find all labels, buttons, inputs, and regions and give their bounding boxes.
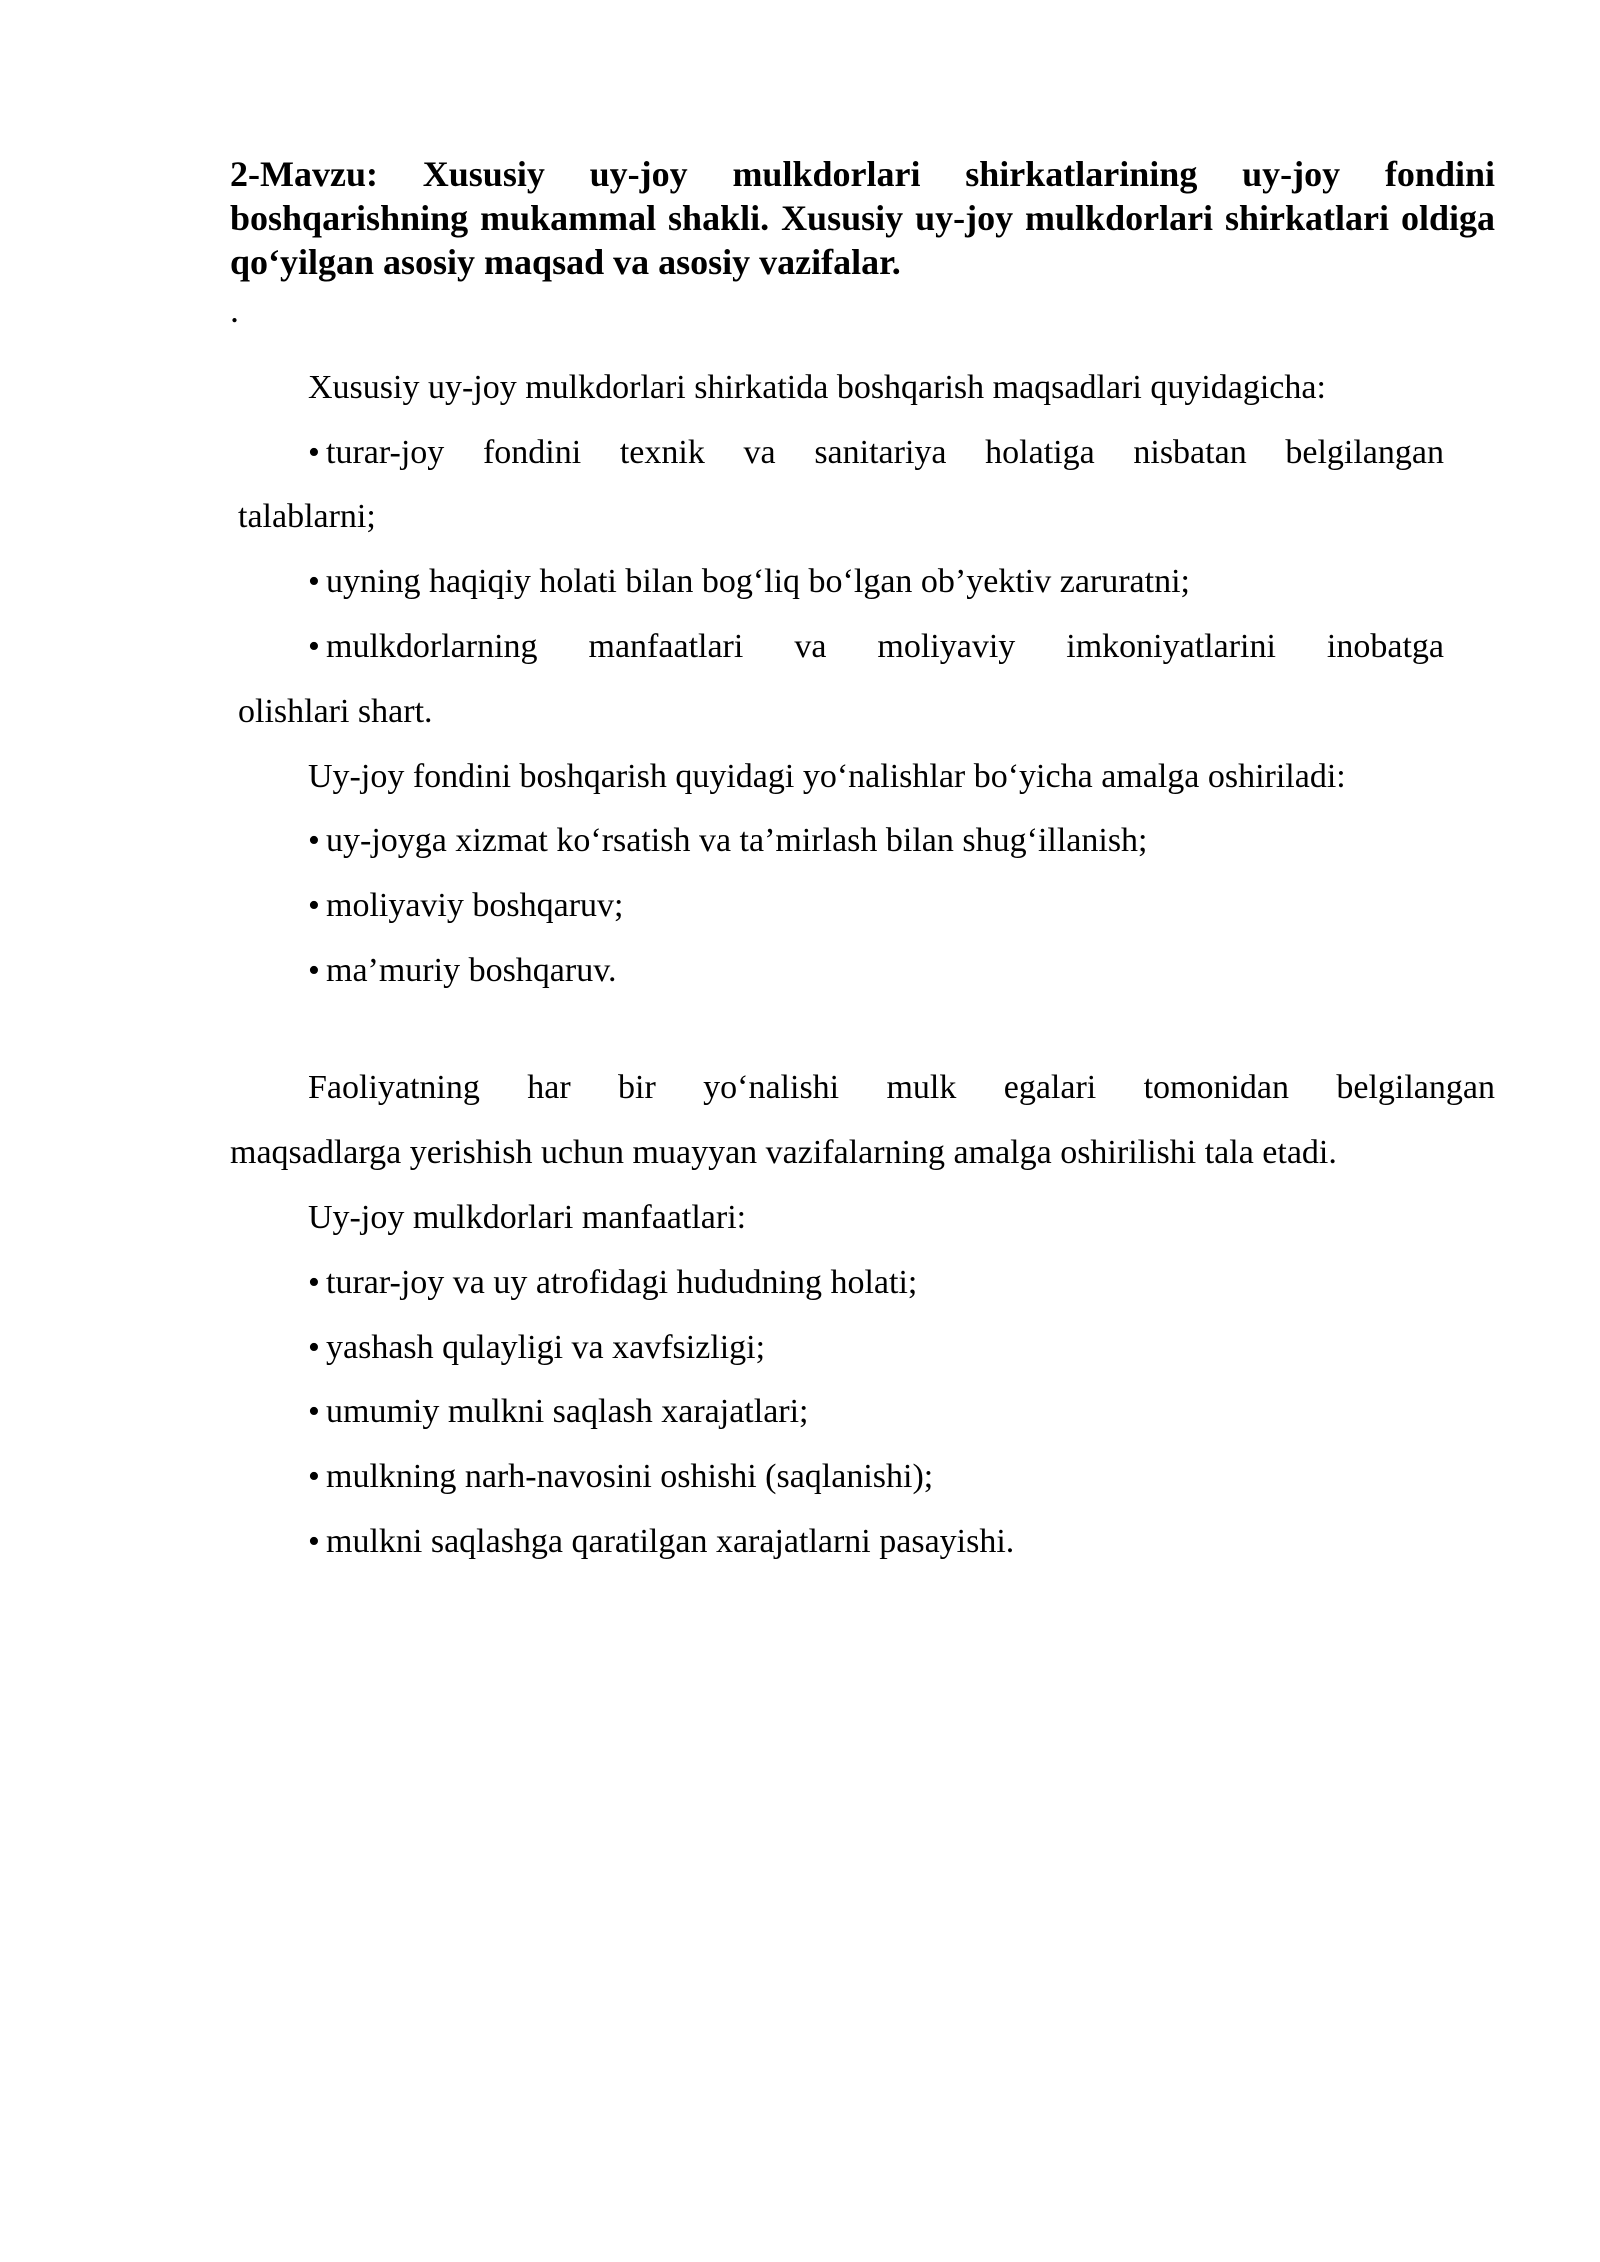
list-item [308,949,617,993]
list-item-text: uy-joyga xizmat ko‘rsatish va ta’mirlash bilan shug‘illanish; [326,822,1148,859]
list-item-text: turar-joy va uy atrofidagi hududning holati; [326,1264,918,1301]
bullet: • [308,1329,320,1366]
topic-heading: 2-Mavzu: Xususiy uy-joy mulkdorlari shirkatlarining uy-joy fondini boshqarishning mukammal shakli. Xususiy uy-joy mulkdorlari shirkatlari oldiga qo‘yilgan asosiy maqsad va asosiy vazifalar. [230,154,1495,282]
list-item [308,560,1190,604]
list-item-text: mulkdorlarning manfaatlari va moliyaviy imkoniyatlarini inobatga [326,628,1444,665]
bullet: • [308,563,320,600]
list-item-text: ma’muriy boshqaruv. [326,952,617,989]
bullet: • [308,1523,320,1560]
bullet: • [308,1264,320,1301]
list-item [308,1520,1014,1564]
directions-intro: Uy-joy fondini boshqarish quyidagi yo‘nalishlar bo‘yicha amalga oshiriladi: [308,758,1346,795]
list-item [308,819,1148,863]
list-item-continuation: olishlari shart. [238,693,433,730]
bullet: • [308,822,320,859]
list-item-text: turar-joy fondini texnik va sanitariya holatiga nisbatan belgilangan [326,434,1444,471]
bullet: • [308,1393,320,1430]
paragraph-line: maqsadlarga yerishish uchun muayyan vazifalarning amalga oshirilishi tala etadi. [230,1134,1337,1171]
list-item-text: uyning haqiqiy holati bilan bog‘liq bo‘lgan ob’yektiv zaruratni; [326,563,1190,600]
bullet: • [308,1458,320,1495]
list-item [308,1455,933,1499]
heading-trailing-dot: . [230,290,239,330]
list-item-continuation: talablarni; [238,498,376,535]
list-item-text: yashash qulayligi va xavfsizligi; [326,1329,766,1366]
bullet: • [308,628,320,665]
list-item-text: mulkning narh-navosini oshishi (saqlanishi); [326,1458,934,1495]
list-item [308,1390,809,1434]
list-item-text: umumiy mulkni saqlash xarajatlari; [326,1393,809,1430]
list-item-text: mulkni saqlashga qaratilgan xarajatlarni pasayishi. [326,1523,1015,1560]
bullet: • [308,952,320,989]
interests-intro: Uy-joy mulkdorlari manfaatlari: [308,1199,747,1236]
goals-intro: Xususiy uy-joy mulkdorlari shirkatida boshqarish maqsadlari quyidagicha: [308,369,1326,406]
paragraph-line: Faoliyatning har bir yo‘nalishi mulk egalari tomonidan belgilangan [308,1069,1495,1106]
bullet: • [308,887,320,924]
list-item [308,431,1444,475]
bullet: • [308,434,320,471]
list-item [308,1261,917,1305]
list-item [308,1326,765,1370]
list-item [308,625,1444,669]
list-item-text: moliyaviy boshqaruv; [326,887,624,924]
list-item [308,884,623,928]
